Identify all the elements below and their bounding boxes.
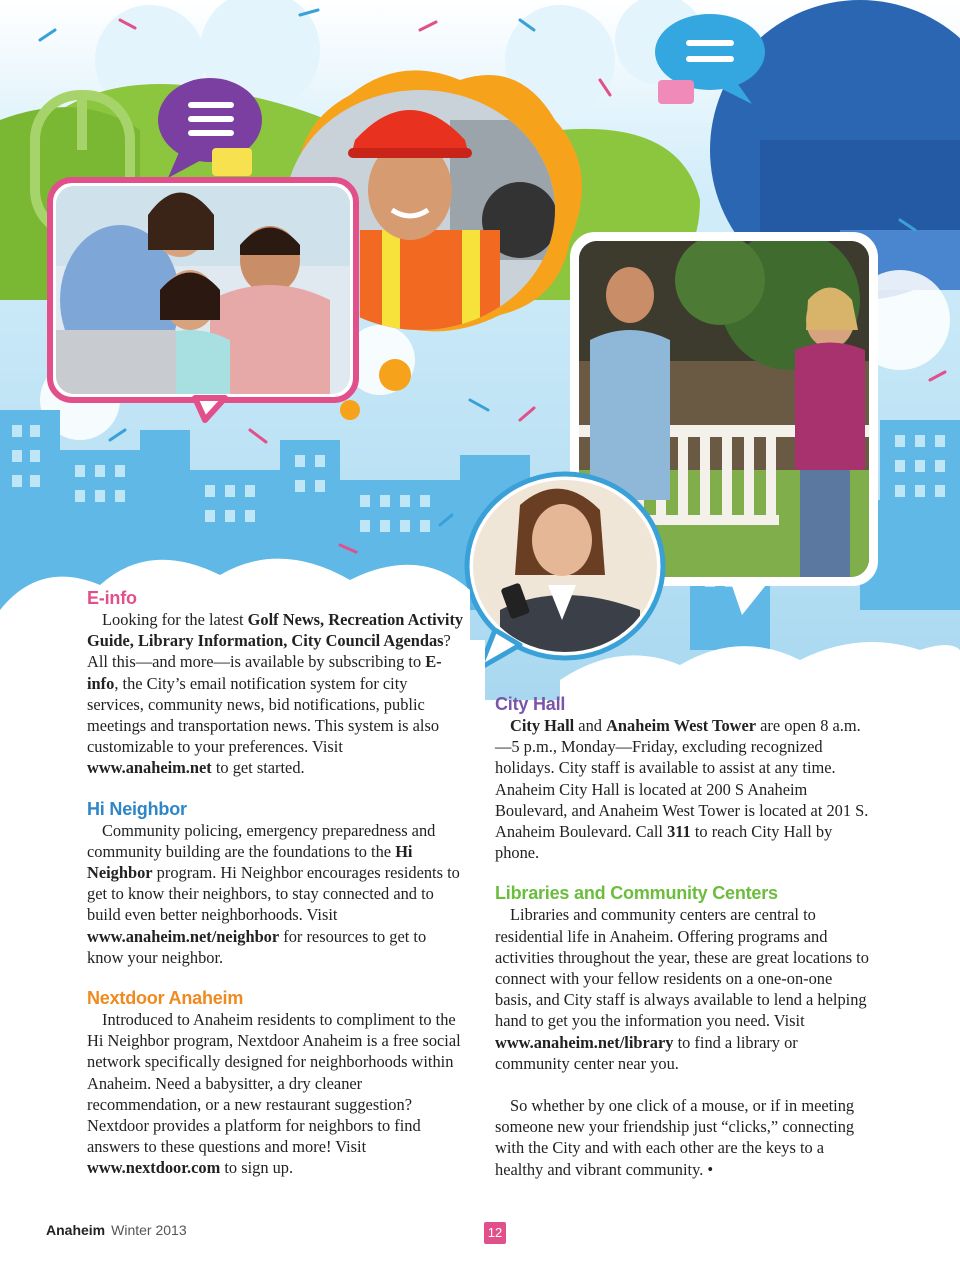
hi-neighbor-text-1: Community policing, emergency preparedness and community building are the foundations to the (87, 820, 436, 861)
einfo-text-2: ? All this—and more—is available by subscribing to (87, 631, 451, 672)
left-column (87, 587, 465, 1198)
libraries-section (495, 882, 873, 1074)
city-hall-section (495, 693, 873, 863)
page-number-badge: 12 (484, 1222, 506, 1244)
libraries-text-2: to find a library or community center near you. (495, 1032, 798, 1073)
nextdoor-paragraph (87, 1009, 465, 1179)
pink-chat-bubble-icon (658, 80, 694, 104)
city-hall-text-2: are open 8 a.m.—5 p.m., Monday—Friday, excluding recognized holidays. City staff is available to assist at any time. Anaheim City Hall is located at 200 S Anaheim Boulevard, and Anaheim West Tower is located at 201 S. Anaheim Boulevard. Call (495, 716, 869, 842)
yellow-chat-bubble-icon (212, 148, 252, 176)
einfo-section (87, 587, 465, 779)
closing-section (495, 1095, 873, 1180)
libraries-paragraph (495, 904, 873, 1074)
issue-label: Winter 2013 (111, 1222, 187, 1238)
city-hall-text-3: to reach City Hall by phone. (495, 822, 833, 863)
einfo-bold-resources: Golf News, Recreation Activity Guide, Library Information, City Council Agendas (87, 610, 464, 651)
hi-neighbor-section (87, 798, 465, 968)
closing-paragraph: So whether by one click of a mouse, or if in meeting someone new your friendship just “clicks,” connecting with the City and with each other are the keys to a healthy and vibrant community. • (495, 1096, 855, 1179)
nextdoor-text-2: to sign up. (220, 1158, 294, 1178)
nextdoor-section (87, 987, 465, 1179)
einfo-text-1: Looking for the latest (102, 610, 248, 629)
nextdoor-text-1: Introduced to Anaheim residents to compliment to the Hi Neighbor program, Nextdoor Anaheim is a free social network specifically designed for neighborhoods within Anaheim. Need a babysitter, a dry cleaner recommendation, or a new restaurant suggestion? Nextdoor provides a platform for neighbors to find answers to these questions and more! Visit (87, 1010, 461, 1157)
city-hall-text-1: and (574, 716, 607, 735)
city-hall-paragraph (495, 715, 873, 863)
hi-neighbor-text-3: for resources to get to know your neighbor. (87, 926, 427, 967)
einfo-bold-name: E-info (87, 652, 442, 693)
right-column (495, 693, 873, 1199)
nextdoor-link[interactable]: www.nextdoor.com (87, 1158, 221, 1178)
west-tower-bold-name: Anaheim West Tower (606, 716, 757, 735)
hi-neighbor-text-2: program. Hi Neighbor encourages residents to get to know their neighbors, to stay connected and to build even better neighborhoods. Visit (87, 863, 460, 925)
city-hall-heading: City Hall (495, 694, 566, 714)
city-hall-bold-name: City Hall (510, 716, 575, 735)
hi-neighbor-bold-name: Hi Neighbor (87, 841, 413, 883)
publication-name: Anaheim (46, 1222, 106, 1238)
libraries-text-1: Libraries and community centers are central to residential life in Anaheim. Offering programs and activities throughout the year, these are great locations to connect with your fellow residents on a one-on-one basis, and City staff is always available to lend a helping hand to get you the information you need. Visit (495, 905, 869, 1031)
libraries-heading: Libraries and Community Centers (495, 883, 778, 904)
family-photo (56, 186, 350, 394)
einfo-heading: E-info (87, 588, 137, 608)
einfo-link[interactable]: www.anaheim.net (87, 758, 212, 778)
libraries-link[interactable]: www.anaheim.net/library (495, 1032, 674, 1052)
page-footer (46, 1222, 187, 1238)
hi-neighbor-paragraph (87, 820, 465, 968)
nextdoor-heading: Nextdoor Anaheim (87, 988, 244, 1009)
hi-neighbor-heading: Hi Neighbor (87, 798, 187, 819)
einfo-paragraph (87, 609, 465, 779)
einfo-text-3: , the City’s email notification system for city services, community news, bid notifications, public meetings and transportation news. This system is also customizable to your preferences. Visit (87, 673, 440, 757)
city-hall-phone[interactable]: 311 (667, 822, 691, 842)
einfo-text-4: to get started. (211, 758, 305, 778)
hi-neighbor-link[interactable]: www.anaheim.net/neighbor (87, 926, 280, 946)
